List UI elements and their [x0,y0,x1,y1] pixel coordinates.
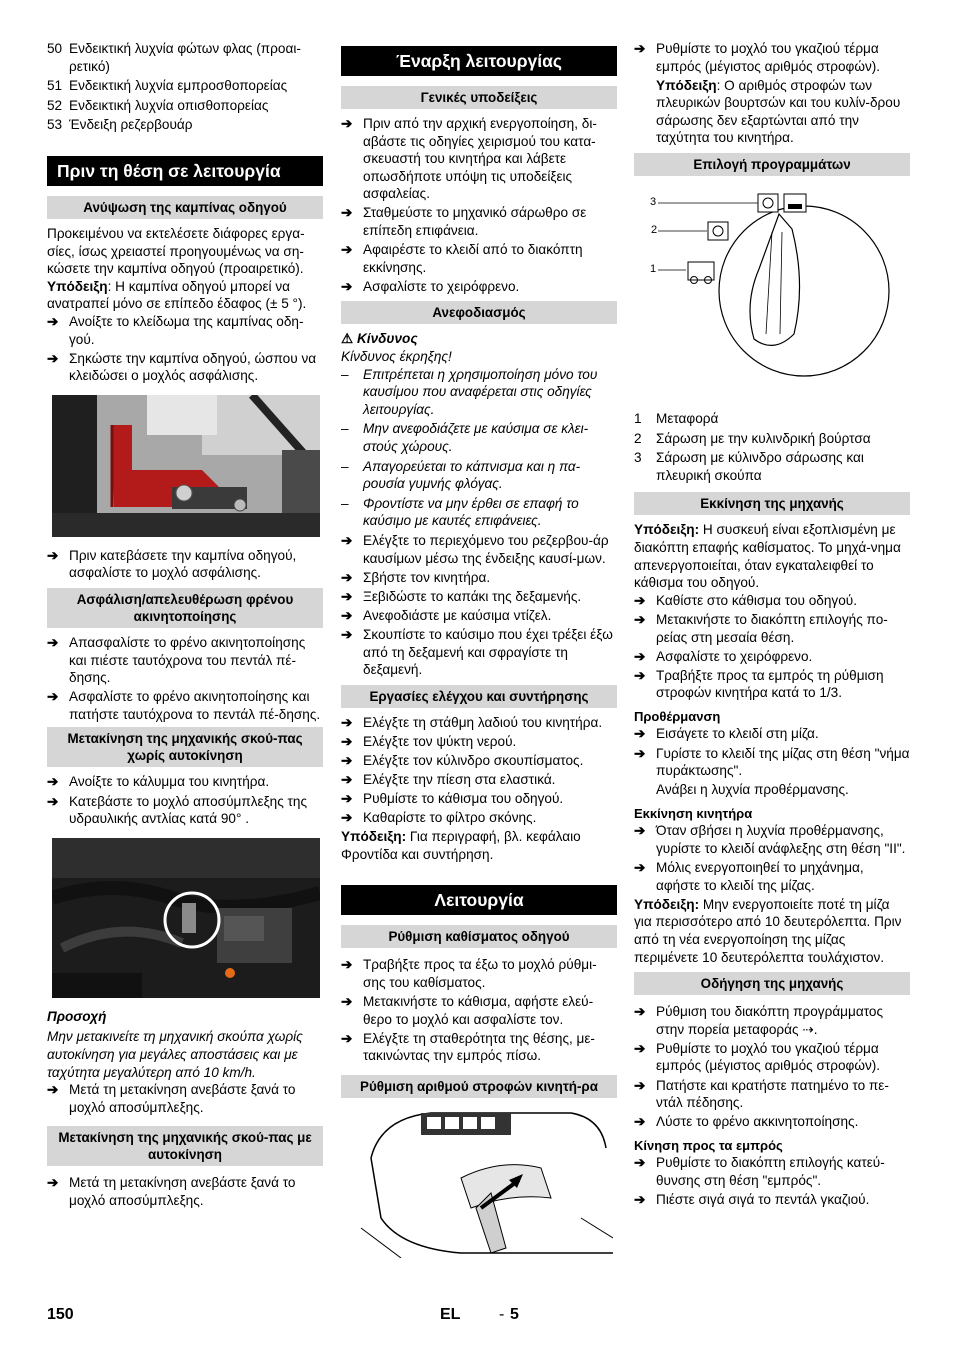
list-item: ➔ Ελέγξτε το περιεχόμενο του ρεζερβου-άρ καυσίμων μέσω της ένδειξης καυσί-μων. [341,532,609,566]
list-item: ➔ Ασφαλίστε το χειρόφρενο. [341,278,520,294]
list-item: ➔ Ασφαλίστε το φρένο ακινητοποίησης και πατήστε ταυτόχρονα το πεντάλ πέ-δησης. [47,689,321,722]
warning-icon: ⚠ [341,331,354,347]
list-item: ➔ Πριν από την αρχική ενεργοποίηση, δι-αβάστε τις οδηγίες χειρισμού του κατα-σκευαστή του κινητήρα και λάβετε οπωσδήποτε υπόψη τις υποδείξεις ασφαλείας. [341,116,597,202]
subsection-heading: Ασφάλιση/απελευθέρωση φρένου ακινητοποίησης [47,588,323,628]
list-item: 52 Ενδεικτική λυχνία οπισθοπορείας [47,97,269,113]
list-item: ➔ Ελέγξτε τη στάθμη λαδιού του κινητήρα. [341,714,603,730]
subsection-heading: Οδήγηση της μηχανής [634,972,910,995]
list-item: ➔ Πριν κατεβάσετε την καμπίνα οδηγού, ασφαλίστε το μοχλό ασφάλισης. [47,547,297,581]
hydraulic-pump-illustration [52,838,320,998]
transport-icon: ⇢ [802,1021,814,1037]
section-page-number: 5 [510,1306,519,1323]
danger-subtitle: Κίνδυνος έκρηξης! [341,349,452,365]
page-number: 150 [47,1306,74,1323]
column-middle [341,46,617,1258]
column-right [634,40,910,1210]
list-item: 1 Μεταφορά [634,411,719,427]
subsection-heading: Ρύθμιση αριθμού στροφών κινητή-ρα [341,1075,617,1098]
list-item: 53 Ένδειξη ρεζερβουάρ [47,117,193,133]
heading-engine-start: Εκκίνηση κινητήρα [634,805,753,821]
subsection-heading: Ανύψωση της καμπίνας οδηγού [47,196,323,219]
list-item: ➔ Ρυθμίστε το μοχλό του γκαζιού τέρμα εμπρός (μέγιστος αριθμός στροφών). [634,41,881,74]
list-item: ➔ Όταν σβήσει η λυχνία προθέρμανσης, γυρίστε το κλειδί ανάφλεξης στη θέση "II". [634,823,906,857]
heading-forward: Κίνηση προς τα εμπρός [634,1137,783,1153]
note: Υπόδειξη: Η καμπίνα οδηγού μπορεί να ανατραπεί μόνο σε επίπεδο έδαφος (± 5 °). [47,278,307,312]
list-item: ➔ Πατήστε και κρατήστε πατημένο το πε-ντάλ πέδησης. [634,1077,889,1111]
subsection-heading: Ρύθμιση καθίσματος οδηγού [341,925,617,948]
list-item: ➔ Σκουπίστε το καύσιμο που έχει τρέξει έξω από τη δεξαμενή και σφραγίστε τη δεξαμενή. [341,626,613,678]
caution-text: Μην μετακινείτε τη μηχανική σκούπα χωρίς αυτοκίνηση για μεγάλες αποστάσεις και με ταχύτητα μεγαλύτερη από 10 km/h. [47,1029,303,1080]
list-item: ➔ Καθίστε στο κάθισμα του οδηγού. [634,592,857,608]
list-item: ➔ Καθαρίστε το φίλτρο σκόνης. [341,810,537,826]
list-item: ➔ Ρυθμίστε το κάθισμα του οδηγού. [341,791,564,807]
list-item: ➔ Ανοίξτε το κάλυμμα του κινητήρα. [47,774,270,790]
list-item: ➔ Ελέγξτε τη σταθερότητα της θέσης, με-τακινώντας την εμπρός πίσω. [341,1030,595,1064]
list-item: ➔ Σταθμεύστε το μηχανικό σάρωθρο σε επίπεδη επιφάνεια. [341,205,587,239]
list-item: ➔ Τραβήξτε προς τα έξω το μοχλό ρύθμι-σης του καθίσματος. [341,957,597,991]
subsection-heading: Εργασίες ελέγχου και συντήρησης [341,685,617,708]
list-item: ➔ Ανοίξτε το κλείδωμα της καμπίνας οδη-γού. [47,313,304,347]
list-item: – Φροντίστε να μην έρθει σε επαφή το καύσιμο με καυτές επιφάνειες. [341,495,579,529]
list-item: ➔ Γυρίστε το κλειδί της μίζας στη θέση "νήμα πυράκτωσης". [634,745,910,779]
list-item: ➔ Αφαιρέστε το κλειδί από το διακόπτη εκκίνησης. [341,242,583,275]
subsection-heading: Μετακίνηση της μηχανικής σκού-πας με αυτοκίνηση [47,1126,323,1166]
list-item: – Μην ανεφοδιάζετε με καύσιμα σε κλει-στούς χώρους. [341,421,589,454]
column-left [47,40,323,1211]
figure-label-1: 1 [650,263,657,276]
legend-list-top [47,40,323,134]
list-item: ➔ Ασφαλίστε το χειρόφρενο. [634,648,813,664]
list-item: ➔ Κατεβάστε το μοχλό αποσύμπλεξης της υδραυλικής αντλίας κατά 90° . [47,793,308,827]
section-heading: Πριν τη θέση σε λειτουργία [47,156,323,186]
paragraph: Ανάβει η λυχνία προθέρμανσης. [656,782,849,798]
subsection-heading: Ανεφοδιασμός [341,301,617,324]
list-item: ➔ Μόλις ενεργοποιηθεί το μηχάνημα, αφήστε το κλειδί της μίζας. [634,860,864,893]
throttle-lever-drawing [341,1108,613,1258]
hydraulic-pump-lever-photo [52,838,320,998]
list-item: ➔ Ελέγξτε τον ψύκτη νερού. [341,733,517,749]
footer-separator: - [499,1306,505,1323]
note: Υπόδειξη: Για περιγραφή, βλ. κεφάλαιο Φροντίδα και συντήρηση. [341,829,581,862]
cabin-lock-illustration [52,395,320,537]
list-item: ➔ Μετά τη μετακίνηση ανεβάστε ξανά το μοχλό αποσύμπλεξης. [47,1175,296,1208]
list-item: ➔ Λύστε το φρένο ακκινητοποίησης. [634,1114,859,1130]
list-item: ρετικό) [69,58,110,74]
list-item: ➔ Ελέγξτε την πίεση στα ελαστικά. [341,772,556,787]
subsection-heading: Επιλογή προγραμμάτων [634,153,910,176]
list-item: ➔ Σηκώστε την καμπίνα οδηγού, ώσπου να κλειδώσει ο μοχλός ασφάλισης. [47,350,317,384]
heading-preheat: Προθέρμανση [634,708,721,724]
cabin-lock-photo [52,395,320,537]
list-item: ➔ Ρύθμιση του διακόπτη προγράμματος στην πορεία μεταφοράς ⇢. [634,1004,883,1037]
list-item: 50 Ενδεικτική λυχνία φώτων φλας (προαι- [47,41,301,56]
list-item: ➔ Απασφαλίστε το φρένο ακινητοποίησης και πιέστε ταυτόχρονα του πεντάλ πέ-δησης. [47,635,306,686]
list-item: ➔ Μετακινήστε το κάθισμα, αφήστε ελεύ-θερο το μοχλό και ασφαλίστε τον. [341,994,594,1027]
figure-label-2: 2 [651,224,658,237]
subsection-heading: Εκκίνηση της μηχανής [634,492,910,515]
note: Υπόδειξη: Μην ενεργοποιείτε ποτέ τη μίζα για περισσότερο από 10 δευτερόλεπτα. Πριν από τη νέα ενεργοποίηση της μίζας περιμένετε 10 δευτερόλεπτα τουλάχιστον. [634,896,902,965]
list-item: ➔ Ανεφοδιάστε με καύσιμα ντίζελ. [341,607,552,623]
section-heading: Έναρξη λειτουργίας [341,46,617,76]
program-selector-figure [634,184,910,404]
danger-title: ⚠ Κίνδυνος [341,331,418,347]
language-code: EL [440,1306,461,1323]
list-item: 51 Ενδεικτική λυχνία εμπροσθοπορείας [47,78,288,94]
list-item: ➔ Εισάγετε το κλειδί στη μίζα. [634,726,819,742]
section-heading: Λειτουργία [341,885,617,915]
list-item: ➔ Ρυθμίστε το μοχλό του γκαζιού τέρμα εμπρός (μέγιστος αριθμός στροφών). [634,1040,881,1074]
list-item: ➔ Τραβήξτε προς τα εμπρός τη ρύθμιση στροφών κινητήρα κατά το 1/3. [634,667,884,701]
subsection-heading: Γενικές υποδείξεις [341,86,617,109]
list-item: ➔ Πιέστε σιγά σιγά το πεντάλ γκαζιού. [634,1192,870,1208]
note: Υπόδειξη: Ο αριθμός στροφών των πλευρικών βουρτσών και του κυλίν-δρου σάρωσης δεν εξαρτώνται από την ταχύτητα του κινητήρα. [656,77,901,146]
list-item: ➔ Ξεβιδώστε το καπάκι της δεξαμενής. [341,588,582,604]
list-item: – Απαγορεύεται το κάπνισμα και η πα-ρουσία γυμνής φλόγας. [341,458,581,492]
program-selector-drawing [634,184,910,404]
list-item: ➔ Μετακινήστε το διακόπτη επιλογής πο-ρείας στη μεσαία θέση. [634,611,888,645]
caution-title: Προσοχή [47,1008,107,1024]
list-item: ➔ Μετά τη μετακίνηση ανεβάστε ξανά το μοχλό αποσύμπλεξης. [47,1082,296,1115]
list-item: – Επιτρέπεται η χρησιμοποίηση μόνο του καυσίμου που αναφέρεται στις οδηγίες λειτουργίας. [341,366,598,417]
note: Υπόδειξη: Η συσκευή είναι εξοπλισμένη με διακόπτη επαφής καθίσματος. Το μηχά-νημα απενεργοποιείται, όταν εγκαταλειφθεί το κάθισμα του οδηγού. [634,522,901,591]
figure-label-3: 3 [650,196,657,209]
paragraph: Προκειμένου να εκτελέσετε διάφορες εργα-σίες, ίσως χρειαστεί προηγουμένως να ση-κώσετε την καμπίνα οδηγού (προαιρετικό). [47,225,305,277]
list-item: 2 Σάρωση με την κυλινδρική βούρτσα [634,430,871,446]
throttle-lever-illustration [341,1108,613,1258]
list-item: 3 Σάρωση με κύλινδρο σάρωσης και πλευρική σκούπα [634,450,864,483]
list-item: ➔ Σβήστε τον κινητήρα. [341,569,491,585]
subsection-heading: Μετακίνηση της μηχανικής σκού-πας χωρίς αυτοκίνηση [47,727,323,767]
list-item: ➔ Ρυθμίστε το διακόπτη επιλογής κατεύ-θυνσης στη θέση "εμπρός". [634,1155,885,1189]
list-item: ➔ Ελέγξτε τον κύλινδρο σκουπίσματος. [341,752,584,768]
